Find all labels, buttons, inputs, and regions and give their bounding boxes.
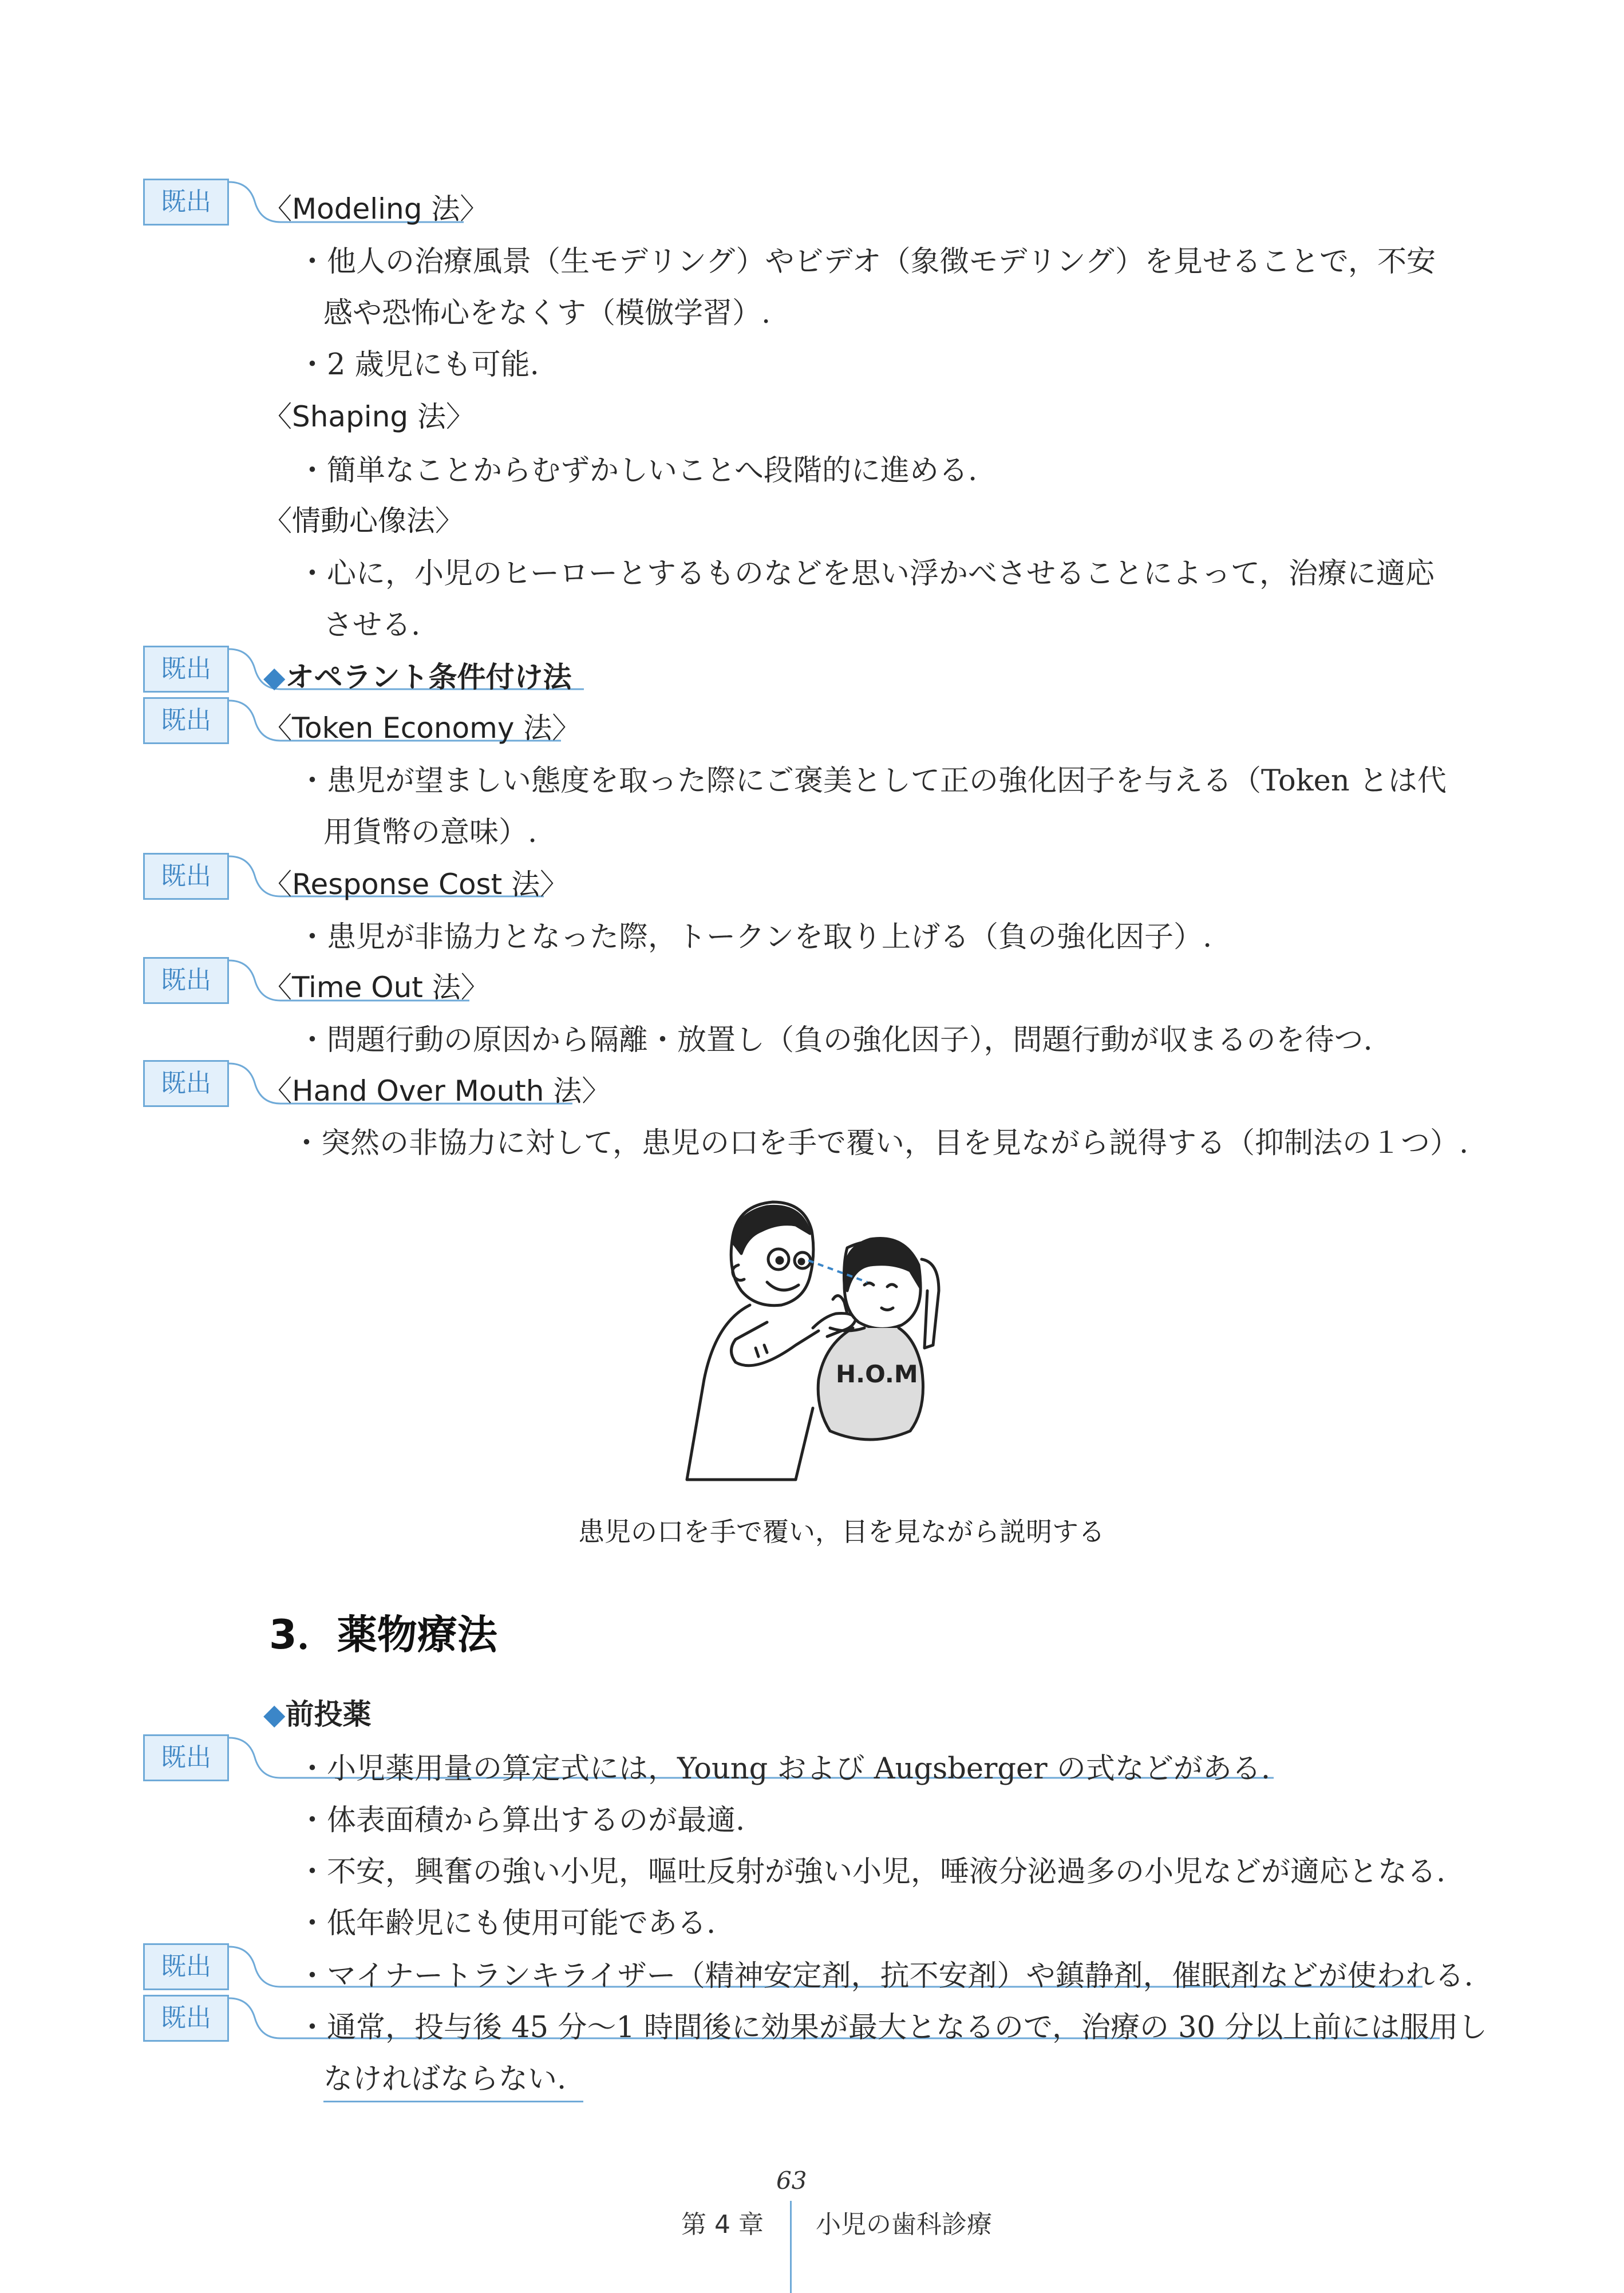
modeling-bullet-1-line-2: 感や恐怖心をなくす（模倣学習）.	[323, 296, 771, 330]
modeling-bullet-2: ・2 歳児にも可能.	[298, 348, 539, 382]
badge-label: 既出	[143, 1734, 229, 1781]
jodo-bullet-1-line-2: させる.	[323, 608, 421, 642]
modeling-bullet-1-line-1: ・他人の治療風景（生モデリング）やビデオ（象徴モデリング）を見せることで，不安	[298, 245, 1436, 279]
operant-heading-row	[263, 654, 571, 695]
premed-bullet-2: ・体表面積から算出するのが最適.	[298, 1804, 745, 1837]
hom-bullet-1: ・突然の非協力に対して，患児の口を手で覆い，目を見ながら説得する（抑制法の１つ）.	[292, 1126, 1469, 1160]
token-bullet-1-line-1: ・患児が望ましい態度を取った際にご褒美として正の強化因子を与える（Token とは代	[298, 764, 1447, 798]
badge-label: 既出	[143, 1995, 229, 2042]
badge-label: 既出	[143, 1943, 229, 1990]
premed-bullet-4: ・低年齢児にも使用可能である.	[298, 1907, 716, 1940]
badge-label: 既出	[143, 957, 229, 1004]
diamond-icon: ◆	[263, 661, 286, 694]
operant-heading: オペラント条件付け法	[285, 661, 572, 694]
badge-label: 既出	[143, 1060, 229, 1107]
premed-heading: 前投薬	[285, 1698, 372, 1731]
premed-bullet-6-line-1: ・通常，投与後 45 分～1 時間後に効果が最大となるので，治療の 30 分以上前には服用し	[298, 2011, 1488, 2045]
shaping-heading: 〈Shaping 法〉	[263, 400, 475, 433]
badge-label: 既出	[143, 853, 229, 900]
badge-label: 既出	[143, 646, 229, 693]
hom-illustration	[681, 1191, 1025, 1488]
hom-heading: 〈Hand Over Mouth 法〉	[263, 1074, 611, 1108]
timeout-bullet-1: ・問題行動の原因から隔離・放置し（負の強化因子），問題行動が収まるのを待つ.	[298, 1023, 1373, 1057]
premed-bullet-6-line-2: なければならない.	[323, 2055, 583, 2102]
premed-bullet-1: ・小児薬用量の算定式には，Young および Augsberger の式などがある.	[298, 1752, 1271, 1786]
chapter-title: 小児の歯科診療	[816, 2210, 992, 2239]
token-bullet-1-line-2: 用貨幣の意味）.	[323, 816, 538, 849]
premed-heading-row	[263, 1691, 371, 1733]
badge-label: 既出	[143, 179, 229, 226]
jodo-heading: 〈情動心像法〉	[263, 504, 464, 537]
badge-label: 既出	[143, 697, 229, 744]
diamond-icon: ◆	[263, 1698, 286, 1731]
shaping-bullet-1: ・簡単なことからむずかしいことへ段階的に進める.	[298, 454, 978, 488]
response-heading: 〈Response Cost 法〉	[263, 868, 569, 901]
chapter-label: 第 4 章	[681, 2210, 764, 2239]
premed-bullet-5: ・マイナートランキライザー（精神安定剤，抗不安剤）や鎮静剤，催眠剤などが使われる.	[298, 1959, 1473, 1993]
section-title: 3．薬物療法	[269, 1611, 497, 1658]
token-heading: 〈Token Economy 法〉	[263, 711, 581, 745]
jodo-bullet-1-line-1: ・心に，小児のヒーローとするものなどを思い浮かべさせることによって，治療に適応	[298, 557, 1435, 591]
modeling-heading: 〈Modeling 法〉	[263, 192, 489, 226]
illustration-caption: 患児の口を手で覆い，目を見ながら説明する	[578, 1516, 1105, 1547]
timeout-heading: 〈Time Out 法〉	[263, 971, 489, 1004]
premed-bullet-3: ・不安，興奮の強い小児，嘔吐反射が強い小児，唾液分泌過多の小児などが適応となる.	[298, 1855, 1446, 1889]
bib-text: H.O.M	[836, 1360, 918, 1388]
page-number: 63	[776, 2167, 807, 2195]
response-bullet-1: ・患児が非協力となった際，トークンを取り上げる（負の強化因子）.	[298, 920, 1212, 954]
footer-divider	[790, 2201, 792, 2293]
